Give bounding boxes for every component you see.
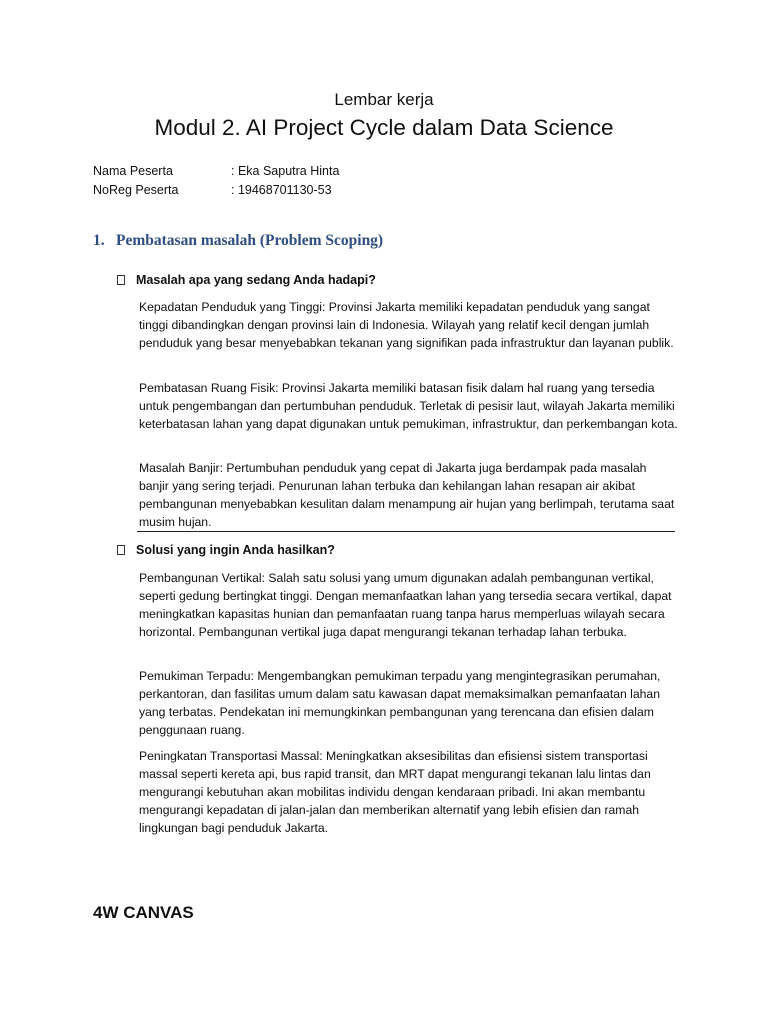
solution-paragraph: Pembangunan Vertikal: Salah satu solusi yang umum digunakan adalah pembangunan vertikal, seperti gedung bertingkat tinggi. Dengan memanfaatkan lahan yang tersedia secara vertikal, dapat meningkatkan kapasitas hunian dan pemanfaatan ruang tanpa harus memperluas wilayah secara horizontal. Pembangunan vertikal juga dapat mengurangi tekanan terhadap lahan terbuka. [139,571,672,639]
participant-name-value: : Eka Saputra Hinta [231,164,340,178]
problem-paragraph: Masalah Banjir: Pertumbuhan penduduk yang cepat di Jakarta juga berdampak pada masalah banjir yang sering terjadi. Penurunan lahan terbuka dan kehilangan lahan resapan air akibat pembangunan menyebabkan kesulitan dalam menampung air hujan yang berlimpah, terutama saat musim hujan. [139,461,675,529]
section-heading [93,230,383,252]
problem-question [117,271,376,289]
module-title: Modul 2. AI Project Cycle dalam Data Science [154,115,614,140]
checkbox-bullet-icon [117,545,125,555]
canvas-heading: 4W CANVAS [93,903,194,922]
worksheet-subtitle: Lembar kerja [334,90,434,109]
section-title: Pembatasan masalah (Problem Scoping) [116,232,384,249]
participant-reg-row [93,181,332,199]
solution-paragraph: Pemukiman Terpadu: Mengembangkan pemukiman terpadu yang mengintegrasikan perumahan, perkantoran, dan fasilitas umum dalam satu kawasan dapat memaksimalkan pemanfaatan lahan yang terbatas. Pendekatan ini memungkinkan pembangunan yang terencana dan efisien dalam penggunaan ruang. [139,669,661,737]
solution-question [117,541,335,559]
solution-paragraph: Peningkatan Transportasi Massal: Meningkatkan aksesibilitas dan efisiensi sistem transportasi massal seperti kereta api, bus rapid transit, dan MRT dapat mengurangi tekanan lalu lintas dan mengurangi kebutuhan akan mobilitas individu dengan kendaraan pribadi. Ini akan membantu mengurangi kepadatan di jalan-jalan dan memberikan alternatif yang lebih efisien dan ramah lingkungan bagi penduduk Jakarta. [139,749,651,835]
participant-reg-value: : 19468701130-53 [231,183,332,197]
participant-reg-label: NoReg Peserta [93,183,179,197]
checkbox-bullet-icon [117,275,125,285]
horizontal-divider [137,531,675,532]
solution-question-text: Solusi yang ingin Anda hasilkan? [136,543,335,557]
problem-question-text: Masalah apa yang sedang Anda hadapi? [136,273,376,287]
problem-paragraph: Kepadatan Penduduk yang Tinggi: Provinsi Jakarta memiliki kepadatan penduduk yang sangat tinggi dibandingkan dengan provinsi lain di Indonesia. Wilayah yang relatif kecil dengan jumlah penduduk yang besar menyebabkan tekanan yang signifikan pada infrastruktur dan layanan publik. [139,300,674,350]
participant-name-label: Nama Peserta [93,164,173,178]
section-number: 1. [93,232,105,249]
participant-name-row [93,162,339,180]
problem-paragraph: Pembatasan Ruang Fisik: Provinsi Jakarta memiliki batasan fisik dalam hal ruang yang tersedia untuk pengembangan dan pertumbuhan penduduk. Terletak di pesisir laut, wilayah Jakarta memiliki keterbatasan lahan yang dapat digunakan untuk pemukiman, infrastruktur, dan perkembangan kota. [139,381,678,431]
